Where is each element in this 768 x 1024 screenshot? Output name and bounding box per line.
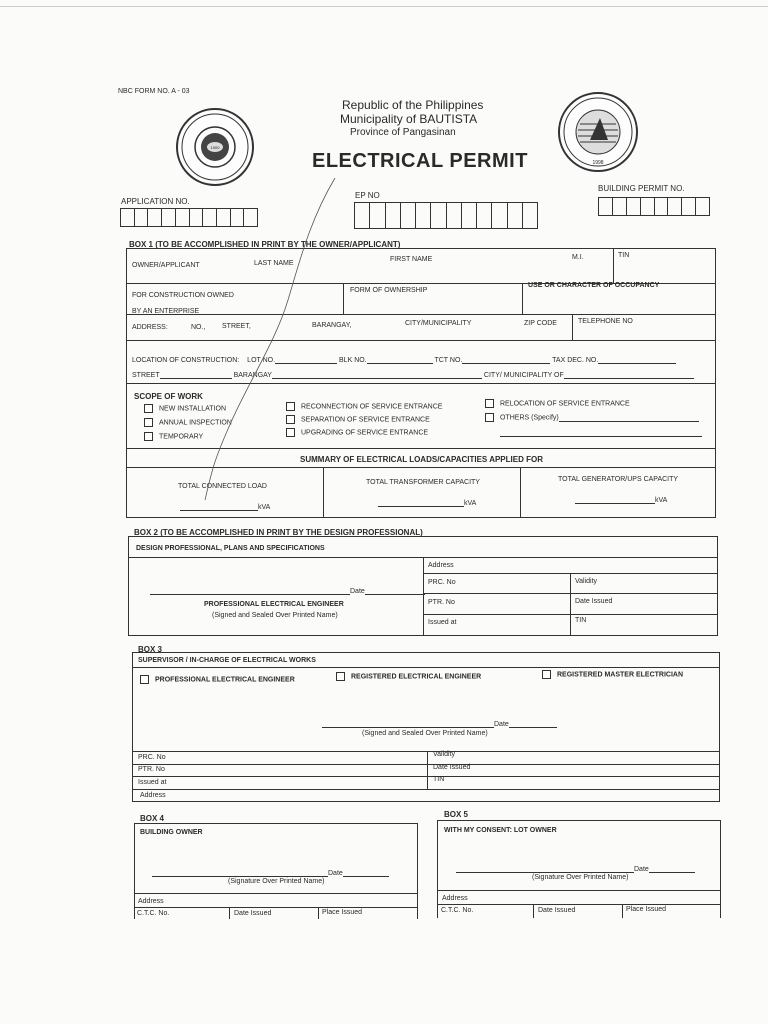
- owner-label: OWNER/APPLICANT: [132, 262, 200, 269]
- box3-address-label: Address: [140, 792, 166, 799]
- svg-text:1900: 1900: [210, 145, 220, 150]
- scope-heading: SCOPE OF WORK: [134, 392, 203, 401]
- box4-signature-line[interactable]: Date: [152, 868, 389, 877]
- box5-place-issued-label: Place Issued: [626, 906, 667, 913]
- box2-issued-at-label: Issued at: [428, 619, 457, 626]
- header-republic: Republic of the Philippines: [342, 98, 484, 112]
- generator-capacity-kva[interactable]: kVA: [575, 495, 667, 504]
- box4-subheading: BUILDING OWNER: [140, 829, 203, 836]
- box3-rme-option[interactable]: REGISTERED MASTER ELECTRICIAN: [542, 670, 683, 679]
- box5-subheading: WITH MY CONSENT: LOT OWNER: [444, 827, 557, 834]
- box3-ptr-label: PTR. No: [138, 766, 165, 773]
- scope-separation[interactable]: SEPARATION OF SERVICE ENTRANCE: [286, 415, 430, 424]
- box1-heading: BOX 1 (TO BE ACCOMPLISHED IN PRINT BY THE OWNER/APPLICANT): [129, 240, 401, 249]
- scope-upgrading[interactable]: UPGRADING OF SERVICE ENTRANCE: [286, 428, 428, 437]
- page-title: ELECTRICAL PERMIT: [312, 150, 528, 172]
- address-no-label: NO.,: [191, 324, 206, 331]
- svg-text:1998: 1998: [592, 160, 604, 166]
- box3-tin-label: TIN: [433, 776, 445, 783]
- ep-no-label: EP NO: [355, 191, 380, 200]
- by-enterprise-label: BY AN ENTERPRISE: [132, 308, 200, 315]
- box3-validity-label: Validity: [433, 751, 456, 758]
- box2-subheading: DESIGN PROFESSIONAL, PLANS AND SPECIFICATIONS: [136, 545, 325, 552]
- scope-annual-inspection[interactable]: ANNUAL INSPECTION: [144, 418, 232, 427]
- box4-date-issued-label: Date Issued: [234, 910, 272, 917]
- scope-reconnection[interactable]: RECONNECTION OF SERVICE ENTRANCE: [286, 402, 442, 411]
- application-no-label: APPLICATION NO.: [121, 197, 190, 206]
- scope-temporary[interactable]: TEMPORARY: [144, 432, 203, 441]
- box2-validity-label: Validity: [575, 578, 598, 585]
- total-connected-load-label: TOTAL CONNECTED LOAD: [178, 483, 267, 490]
- box3-date-issued-label: Date Issued: [433, 764, 471, 771]
- box3-issued-at-label: Issued at: [138, 779, 167, 786]
- box4-signature-note: (Signature Over Printed Name): [228, 878, 325, 885]
- location-row-1: LOCATION OF CONSTRUCTION: LOT NO. BLK NO. TCT NO. TAX DEC. NO.: [132, 355, 676, 364]
- zip-code-label: ZIP CODE: [524, 320, 557, 327]
- form-number: NBC FORM NO. A - 03: [118, 88, 190, 95]
- box2-tin-label: TIN: [575, 617, 587, 624]
- box2-pee-label: PROFESSIONAL ELECTRICAL ENGINEER: [204, 601, 344, 608]
- box5-signature-note: (Signature Over Printed Name): [532, 874, 629, 881]
- box3-ree-option[interactable]: REGISTERED ELECTRICAL ENGINEER: [336, 672, 481, 681]
- tin-label: TIN: [618, 252, 630, 259]
- box4-ctc-label: C.T.C. No.: [137, 910, 170, 917]
- connected-load-kva[interactable]: kVA: [180, 502, 270, 511]
- box4-heading: BOX 4: [140, 814, 165, 823]
- box2-prc-label: PRC. No: [428, 579, 456, 586]
- transformer-capacity-kva[interactable]: kVA: [378, 498, 476, 507]
- box3-prc-label: PRC. No: [138, 754, 166, 761]
- address-label: ADDRESS:: [132, 324, 168, 331]
- header-municipality: Municipality of BAUTISTA: [340, 112, 478, 126]
- box3-pee-option[interactable]: PROFESSIONAL ELECTRICAL ENGINEER: [140, 675, 295, 684]
- header-province: Province of Pangasinan: [350, 127, 456, 138]
- box5-signature-line[interactable]: Date: [456, 864, 695, 873]
- box3-heading: BOX 3: [138, 645, 163, 654]
- address-city-label: CITY/MUNICIPALITY: [405, 320, 472, 327]
- box3-signature-line[interactable]: Date: [322, 719, 557, 728]
- generator-capacity-label: TOTAL GENERATOR/UPS CAPACITY: [558, 476, 679, 483]
- mi-label: M.I.: [572, 254, 584, 261]
- box5-address-label: Address: [442, 895, 468, 902]
- address-street-label: STREET,: [222, 323, 251, 330]
- scope-relocation[interactable]: RELOCATION OF SERVICE ENTRANCE: [485, 399, 630, 408]
- use-of-occupancy-label: USE OR CHARACTER OF OCCUPANCY: [528, 282, 660, 289]
- box2-address-label: Address: [428, 562, 454, 569]
- box2-signed-note: (Signed and Sealed Over Printed Name): [212, 612, 338, 619]
- box5-heading: BOX 5: [444, 810, 469, 819]
- location-row-2: STREET BARANGAY CITY/ MUNICIPALITY OF: [132, 370, 694, 379]
- form-of-ownership-label: FORM OF OWNERSHIP: [350, 287, 428, 294]
- box2-heading: BOX 2 (TO BE ACCOMPLISHED IN PRINT BY THE DESIGN PROFESSIONAL): [134, 528, 423, 537]
- building-permit-no-label: BUILDING PERMIT NO.: [598, 184, 685, 193]
- first-name-label: FIRST NAME: [390, 256, 433, 263]
- box3-subheading: SUPERVISOR / IN-CHARGE OF ELECTRICAL WORKS: [138, 657, 316, 664]
- summary-heading: SUMMARY OF ELECTRICAL LOADS/CAPACITIES APPLIED FOR: [300, 455, 543, 464]
- scope-new-installation[interactable]: NEW INSTALLATION: [144, 404, 226, 413]
- construction-owned-label: FOR CONSTRUCTION OWNED: [132, 292, 234, 299]
- telephone-label: TELEPHONE NO: [578, 318, 633, 325]
- last-name-label: LAST NAME: [254, 260, 294, 267]
- box5-ctc-label: C.T.C. No.: [441, 907, 474, 914]
- box5-date-issued-label: Date Issued: [538, 907, 576, 914]
- box4-address-label: Address: [138, 898, 164, 905]
- box2-ptr-label: PTR. No: [428, 599, 455, 606]
- transformer-capacity-label: TOTAL TRANSFORMER CAPACITY: [366, 479, 480, 486]
- box2-date-issued-label: Date Issued: [575, 598, 613, 605]
- box4-place-issued-label: Place Issued: [322, 909, 363, 916]
- address-barangay-label: BARANGAY,: [312, 322, 352, 329]
- scope-others[interactable]: OTHERS (Specify): [485, 413, 699, 422]
- box3-signed-note: (Signed and Sealed Over Printed Name): [362, 730, 488, 737]
- box2-signature-line[interactable]: Date: [150, 586, 425, 595]
